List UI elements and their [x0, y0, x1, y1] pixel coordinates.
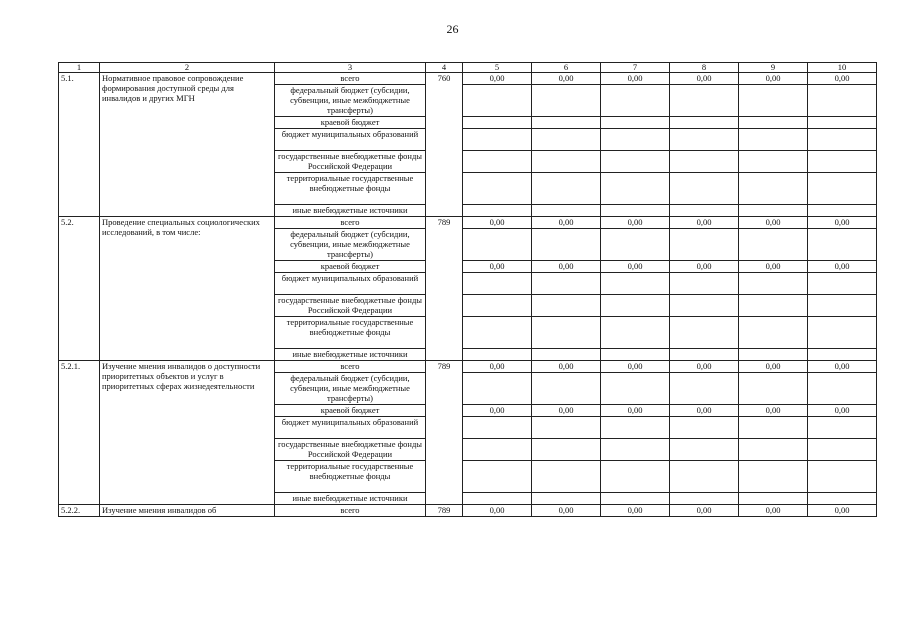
item-number: 5.2.	[59, 217, 100, 361]
column-header: 7	[601, 63, 670, 73]
amount-cell: 0,00	[463, 505, 532, 517]
amount-cell	[601, 229, 670, 261]
amount-cell	[601, 461, 670, 493]
amount-cell	[670, 295, 739, 317]
amount-cell	[670, 85, 739, 117]
header-row	[59, 63, 877, 73]
amount-cell	[808, 317, 877, 349]
column-header: 3	[275, 63, 426, 73]
amount-cell	[808, 439, 877, 461]
funding-source: федеральный бюджет (субсидии, субвенции, иные межбюджетные трансферты)	[275, 373, 426, 405]
amount-cell: 0,00	[601, 505, 670, 517]
funding-source: территориальные государственные внебюджетные фонды	[275, 173, 426, 205]
table-row	[59, 217, 877, 229]
item-code: 789	[426, 217, 463, 361]
funding-source: иные внебюджетные источники	[275, 205, 426, 217]
amount-cell	[601, 205, 670, 217]
funding-source: территориальные государственные внебюджетные фонды	[275, 461, 426, 493]
amount-cell: 0,00	[463, 261, 532, 273]
amount-cell	[532, 229, 601, 261]
amount-cell	[670, 117, 739, 129]
amount-cell: 0,00	[739, 73, 808, 85]
amount-cell	[601, 349, 670, 361]
funding-source: всего	[275, 505, 426, 517]
item-name: Изучение мнения инвалидов об	[100, 505, 275, 517]
amount-cell	[601, 85, 670, 117]
amount-cell	[532, 117, 601, 129]
amount-cell	[739, 417, 808, 439]
amount-cell	[601, 173, 670, 205]
amount-cell	[463, 117, 532, 129]
amount-cell	[739, 273, 808, 295]
amount-cell	[532, 273, 601, 295]
funding-source: государственные внебюджетные фонды Российской Федерации	[275, 151, 426, 173]
amount-cell: 0,00	[532, 405, 601, 417]
amount-cell	[808, 129, 877, 151]
funding-source: всего	[275, 361, 426, 373]
amount-cell: 0,00	[601, 405, 670, 417]
amount-cell	[532, 85, 601, 117]
amount-cell: 0,00	[739, 261, 808, 273]
amount-cell	[808, 117, 877, 129]
amount-cell	[670, 273, 739, 295]
amount-cell	[463, 295, 532, 317]
amount-cell	[808, 205, 877, 217]
funding-source: краевой бюджет	[275, 117, 426, 129]
amount-cell	[739, 129, 808, 151]
amount-cell	[808, 417, 877, 439]
amount-cell	[532, 493, 601, 505]
amount-cell	[463, 461, 532, 493]
amount-cell	[808, 349, 877, 361]
amount-cell	[808, 373, 877, 405]
item-name: Нормативное правовое сопровождение формирования доступной среды для инвалидов и других МГН	[100, 73, 275, 217]
amount-cell	[601, 117, 670, 129]
amount-cell	[601, 151, 670, 173]
amount-cell: 0,00	[532, 261, 601, 273]
table-row	[59, 361, 877, 373]
column-header: 1	[59, 63, 100, 73]
amount-cell	[601, 493, 670, 505]
amount-cell	[670, 417, 739, 439]
amount-cell	[463, 417, 532, 439]
funding-source: краевой бюджет	[275, 405, 426, 417]
column-header: 8	[670, 63, 739, 73]
amount-cell	[670, 317, 739, 349]
amount-cell	[739, 117, 808, 129]
amount-cell	[463, 493, 532, 505]
amount-cell	[739, 373, 808, 405]
amount-cell	[739, 461, 808, 493]
amount-cell: 0,00	[463, 217, 532, 229]
amount-cell	[463, 273, 532, 295]
funding-source: территориальные государственные внебюджетные фонды	[275, 317, 426, 349]
funding-source: бюджет муниципальных образований	[275, 273, 426, 295]
amount-cell	[532, 373, 601, 405]
amount-cell	[670, 439, 739, 461]
funding-source: всего	[275, 217, 426, 229]
amount-cell: 0,00	[808, 361, 877, 373]
amount-cell	[808, 295, 877, 317]
amount-cell	[739, 439, 808, 461]
amount-cell	[739, 295, 808, 317]
amount-cell	[532, 151, 601, 173]
amount-cell	[670, 493, 739, 505]
amount-cell: 0,00	[808, 261, 877, 273]
amount-cell: 0,00	[532, 361, 601, 373]
amount-cell	[463, 85, 532, 117]
amount-cell	[739, 317, 808, 349]
amount-cell	[670, 151, 739, 173]
item-name: Проведение специальных социологических исследований, в том числе:	[100, 217, 275, 361]
amount-cell	[670, 461, 739, 493]
amount-cell	[739, 229, 808, 261]
amount-cell	[532, 129, 601, 151]
funding-source: федеральный бюджет (субсидии, субвенции, иные межбюджетные трансферты)	[275, 85, 426, 117]
funding-source: всего	[275, 73, 426, 85]
amount-cell: 0,00	[670, 505, 739, 517]
amount-cell: 0,00	[739, 405, 808, 417]
amount-cell	[601, 273, 670, 295]
funding-source: иные внебюджетные источники	[275, 493, 426, 505]
column-header: 10	[808, 63, 877, 73]
amount-cell: 0,00	[739, 217, 808, 229]
amount-cell	[532, 205, 601, 217]
amount-cell	[463, 205, 532, 217]
amount-cell	[601, 373, 670, 405]
column-header: 4	[426, 63, 463, 73]
amount-cell	[670, 373, 739, 405]
amount-cell: 0,00	[670, 361, 739, 373]
amount-cell: 0,00	[808, 405, 877, 417]
amount-cell: 0,00	[808, 73, 877, 85]
amount-cell	[739, 85, 808, 117]
amount-cell	[532, 173, 601, 205]
item-code: 789	[426, 505, 463, 517]
amount-cell	[601, 129, 670, 151]
amount-cell: 0,00	[532, 217, 601, 229]
amount-cell: 0,00	[808, 505, 877, 517]
column-header: 9	[739, 63, 808, 73]
amount-cell	[532, 439, 601, 461]
amount-cell	[739, 493, 808, 505]
page-number: 26	[446, 22, 459, 36]
amount-cell: 0,00	[463, 361, 532, 373]
amount-cell	[808, 493, 877, 505]
amount-cell	[670, 173, 739, 205]
amount-cell: 0,00	[601, 73, 670, 85]
amount-cell: 0,00	[601, 217, 670, 229]
amount-cell: 0,00	[670, 405, 739, 417]
amount-cell: 0,00	[808, 217, 877, 229]
funding-source: бюджет муниципальных образований	[275, 417, 426, 439]
amount-cell: 0,00	[532, 73, 601, 85]
amount-cell	[739, 349, 808, 361]
item-code: 760	[426, 73, 463, 217]
item-name: Изучение мнения инвалидов о доступности приоритетных объектов и услуг в приоритетных сферах жизнедеятельности	[100, 361, 275, 505]
amount-cell: 0,00	[670, 217, 739, 229]
amount-cell	[532, 349, 601, 361]
amount-cell	[532, 461, 601, 493]
amount-cell: 0,00	[739, 505, 808, 517]
amount-cell	[463, 129, 532, 151]
item-number: 5.2.2.	[59, 505, 100, 517]
item-number: 5.2.1.	[59, 361, 100, 505]
amount-cell	[808, 85, 877, 117]
amount-cell	[463, 349, 532, 361]
amount-cell	[532, 295, 601, 317]
item-code: 789	[426, 361, 463, 505]
budget-table	[58, 62, 877, 517]
amount-cell	[670, 129, 739, 151]
amount-cell	[670, 205, 739, 217]
amount-cell	[739, 205, 808, 217]
amount-cell	[808, 229, 877, 261]
funding-source: государственные внебюджетные фонды Российской Федерации	[275, 439, 426, 461]
amount-cell	[463, 373, 532, 405]
amount-cell: 0,00	[670, 73, 739, 85]
amount-cell	[808, 461, 877, 493]
amount-cell	[808, 173, 877, 205]
amount-cell: 0,00	[601, 361, 670, 373]
table-row	[59, 505, 877, 517]
funding-source: государственные внебюджетные фонды Российской Федерации	[275, 295, 426, 317]
amount-cell	[463, 229, 532, 261]
amount-cell: 0,00	[739, 361, 808, 373]
amount-cell	[532, 417, 601, 439]
item-number: 5.1.	[59, 73, 100, 217]
funding-source: иные внебюджетные источники	[275, 349, 426, 361]
amount-cell	[463, 151, 532, 173]
amount-cell: 0,00	[463, 405, 532, 417]
amount-cell	[601, 295, 670, 317]
column-header: 6	[532, 63, 601, 73]
amount-cell	[739, 151, 808, 173]
amount-cell	[670, 349, 739, 361]
amount-cell	[463, 173, 532, 205]
amount-cell	[670, 229, 739, 261]
funding-source: краевой бюджет	[275, 261, 426, 273]
table-row	[59, 73, 877, 85]
amount-cell	[601, 317, 670, 349]
funding-source: федеральный бюджет (субсидии, субвенции, иные межбюджетные трансферты)	[275, 229, 426, 261]
amount-cell	[808, 273, 877, 295]
column-header: 2	[100, 63, 275, 73]
amount-cell: 0,00	[670, 261, 739, 273]
amount-cell: 0,00	[532, 505, 601, 517]
amount-cell: 0,00	[463, 73, 532, 85]
amount-cell	[463, 439, 532, 461]
amount-cell	[463, 317, 532, 349]
amount-cell	[601, 439, 670, 461]
amount-cell	[808, 151, 877, 173]
amount-cell	[601, 417, 670, 439]
funding-source: бюджет муниципальных образований	[275, 129, 426, 151]
amount-cell: 0,00	[601, 261, 670, 273]
amount-cell	[532, 317, 601, 349]
column-header: 5	[463, 63, 532, 73]
amount-cell	[739, 173, 808, 205]
